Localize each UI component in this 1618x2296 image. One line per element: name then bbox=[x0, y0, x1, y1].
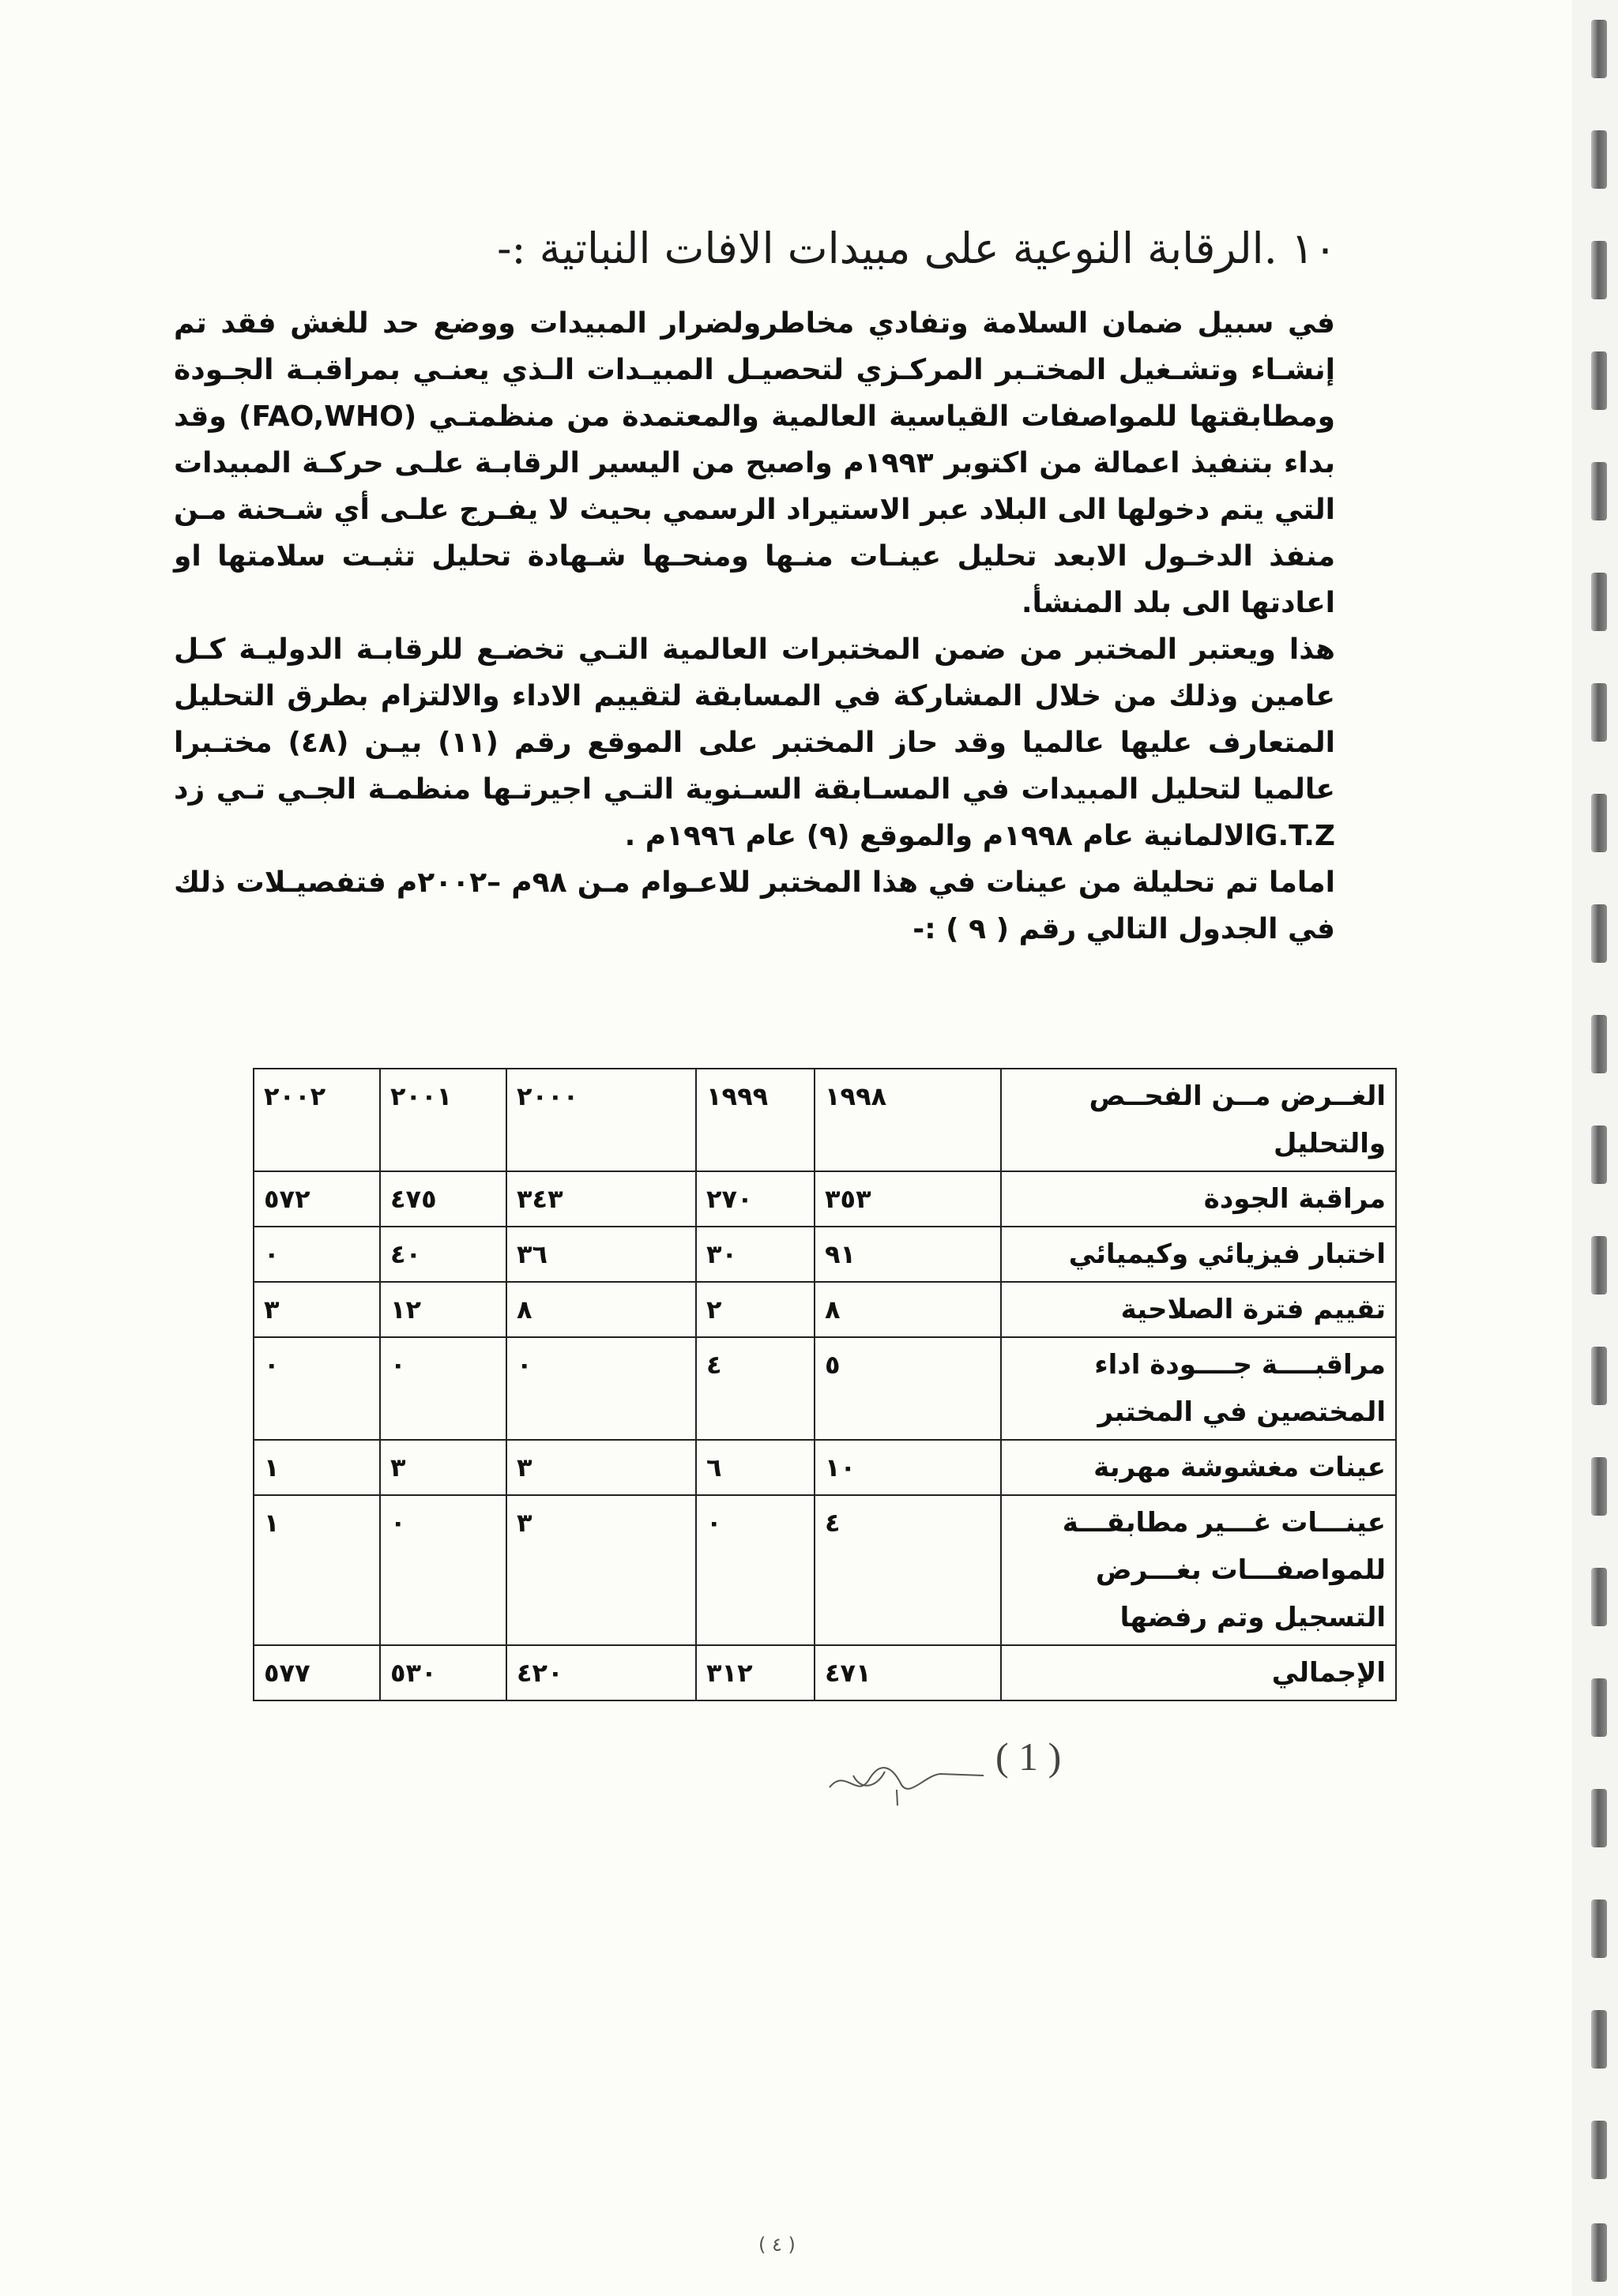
table-cell: ٢٧٠ bbox=[696, 1171, 815, 1227]
table-cell: ٦ bbox=[696, 1440, 815, 1495]
binding-ring bbox=[1591, 1015, 1607, 1073]
table-cell: ٣٤٣ bbox=[506, 1171, 696, 1227]
header-year-1998: ١٩٩٨ bbox=[815, 1069, 1001, 1171]
table-cell: ٠ bbox=[254, 1227, 380, 1282]
table-cell: ٥٧٢ bbox=[254, 1171, 380, 1227]
binding-ring bbox=[1591, 1568, 1607, 1626]
paragraph-2: هذا ويعتبر المختبر من ضمن المختبرات العالمية التـي تخضـع للرقابـة الدوليـة كـل عامين وذلك من خلال المشاركة في المسابقة لتقييم الاداء والالتزام بطرق التحليل المتعارف عليها عالميا وقد حاز المختبر على الموقع رقم (١١) بيـن (٤٨) مختـبرا عالميا لتحليل المبيدات في المسـابقة السـنوية التـي اجيرتـها منظمـة الجـي تـي زد G.T.Zالالمانية عام ١٩٩٨م والموقع (٩) عام ١٩٩٦م . bbox=[174, 633, 1335, 852]
row-label: مراقبــــة جــــودة اداء المختصين في المختبر bbox=[1001, 1337, 1396, 1440]
table-cell: ٥٣٠ bbox=[380, 1645, 506, 1700]
row-label: عينـــات غـــير مطابقـــة للمواصفـــات بغـــرض التسجيل وتم رفضها bbox=[1001, 1495, 1396, 1645]
binding-ring bbox=[1591, 2223, 1607, 2282]
paragraph-1: في سبيل ضمان السلامة وتفادي مخاطرولضرار المبيدات ووضع حد للغش فقد تم إنشـاء وتشـغيل المختـبر المركـزي لتحصيـل المبيـدات الـذي يعنـي بمراقبـة الجـودة ومطابقتها للمواصفات القياسية العالمية والمعتمدة من منظمتـي (FAO,WHO) وقد بداء بتنفيذ اعمالة من اكتوبر ١٩٩٣م واصبح من اليسير الرقابـة علـى حركـة المبيدات التي يتم دخولها الى البلاد عبر الاستيراد الرسمي بحيث لا يفـرج علـى أي شـحنة مـن منفذ الدخـول الابعد تحليل عينـات منـها ومنحـها شـهادة تحليل تثبـت سلامتها او اعادتها الى بلد المنشأ. bbox=[174, 307, 1336, 619]
binding-ring bbox=[1591, 1125, 1607, 1184]
table-cell: ١ bbox=[254, 1495, 380, 1645]
header-year-2001: ٢٠٠١ bbox=[380, 1069, 506, 1171]
table-cell: ٨ bbox=[815, 1282, 1001, 1337]
page-number: ( 1 ) bbox=[995, 1734, 1062, 1779]
binding-ring bbox=[1591, 1900, 1607, 1958]
binding-ring bbox=[1591, 1457, 1607, 1516]
table-cell: ٠ bbox=[380, 1495, 506, 1645]
table-cell: ٠ bbox=[506, 1337, 696, 1440]
table-cell: ٣٠ bbox=[696, 1227, 815, 1282]
table-cell: ٠ bbox=[696, 1495, 815, 1645]
table-cell: ١ bbox=[254, 1440, 380, 1495]
table-cell: ٤٧٥ bbox=[380, 1171, 506, 1227]
binding-ring bbox=[1591, 794, 1607, 852]
header-year-1999: ١٩٩٩ bbox=[696, 1069, 815, 1171]
header-purpose: الغــرض مــن الفحــص والتحليل bbox=[1001, 1069, 1396, 1171]
row-label: تقييم فترة الصلاحية bbox=[1001, 1282, 1396, 1337]
table-row bbox=[254, 1440, 1396, 1495]
table-cell: ٥٧٧ bbox=[254, 1645, 380, 1700]
table-cell: ٩١ bbox=[815, 1227, 1001, 1282]
paragraph-3: اماما تم تحليلة من عينات في هذا المختبر للاعـوام مـن ٩٨م –٢٠٠٢م فتفصيـلات ذلك في الجدول التالي رقم ( ٩ ) :- bbox=[174, 866, 1336, 945]
table-cell: ٢ bbox=[696, 1282, 815, 1337]
binding-ring bbox=[1591, 1789, 1607, 1847]
table-cell: ٣ bbox=[506, 1495, 696, 1645]
spiral-binding bbox=[1572, 0, 1618, 2296]
samples-table bbox=[253, 1068, 1397, 1701]
body-text bbox=[174, 300, 1335, 953]
table-cell: ١٠ bbox=[815, 1440, 1001, 1495]
binding-ring bbox=[1591, 462, 1607, 520]
binding-ring bbox=[1591, 20, 1607, 78]
table-row bbox=[254, 1171, 1396, 1227]
binding-ring bbox=[1591, 130, 1607, 189]
table-row bbox=[254, 1282, 1396, 1337]
table-total-row bbox=[254, 1645, 1396, 1700]
row-label: اختبار فيزيائي وكيميائي bbox=[1001, 1227, 1396, 1282]
binding-ring bbox=[1591, 351, 1607, 410]
table-cell: ٣٥٣ bbox=[815, 1171, 1001, 1227]
table-cell: ٣ bbox=[380, 1440, 506, 1495]
table-cell: ٣ bbox=[506, 1440, 696, 1495]
table-cell: ٣٦ bbox=[506, 1227, 696, 1282]
binding-ring bbox=[1591, 1678, 1607, 1737]
binding-ring bbox=[1591, 1236, 1607, 1295]
table-header-row bbox=[254, 1069, 1396, 1171]
table-cell: ٥ bbox=[815, 1337, 1001, 1440]
table-row bbox=[254, 1495, 1396, 1645]
binding-ring bbox=[1591, 2010, 1607, 2069]
table-cell: ٣١٢ bbox=[696, 1645, 815, 1700]
header-year-2000: ٢٠٠٠ bbox=[506, 1069, 696, 1171]
table-row bbox=[254, 1227, 1396, 1282]
binding-ring bbox=[1591, 241, 1607, 299]
table-cell: ٠ bbox=[380, 1337, 506, 1440]
header-year-2002: ٢٠٠٢ bbox=[254, 1069, 380, 1171]
table-cell: ١٢ bbox=[380, 1282, 506, 1337]
table-cell: ٤ bbox=[696, 1337, 815, 1440]
row-label-total: الإجمالي bbox=[1001, 1645, 1396, 1700]
row-label: مراقبة الجودة bbox=[1001, 1171, 1396, 1227]
table-cell: ٤٠ bbox=[380, 1227, 506, 1282]
table-row bbox=[254, 1337, 1396, 1440]
table-cell: ٨ bbox=[506, 1282, 696, 1337]
footer-mark: ( ٤ ) bbox=[758, 2234, 796, 2256]
table-cell: ٤٢٠ bbox=[506, 1645, 696, 1700]
handwritten-signature bbox=[822, 1744, 988, 1807]
row-label: عينات مغشوشة مهربة bbox=[1001, 1440, 1396, 1495]
table-cell: ٣ bbox=[254, 1282, 380, 1337]
binding-ring bbox=[1591, 573, 1607, 631]
table-cell: ٤ bbox=[815, 1495, 1001, 1645]
binding-ring bbox=[1591, 2121, 1607, 2179]
table-cell: ٤٧١ bbox=[815, 1645, 1001, 1700]
binding-ring bbox=[1591, 683, 1607, 742]
section-heading: ١٠ .الرقابة النوعية على مبيدات الافات النباتية :- bbox=[497, 224, 1337, 273]
binding-ring bbox=[1591, 904, 1607, 963]
table-cell: ٠ bbox=[254, 1337, 380, 1440]
binding-ring bbox=[1591, 1347, 1607, 1405]
